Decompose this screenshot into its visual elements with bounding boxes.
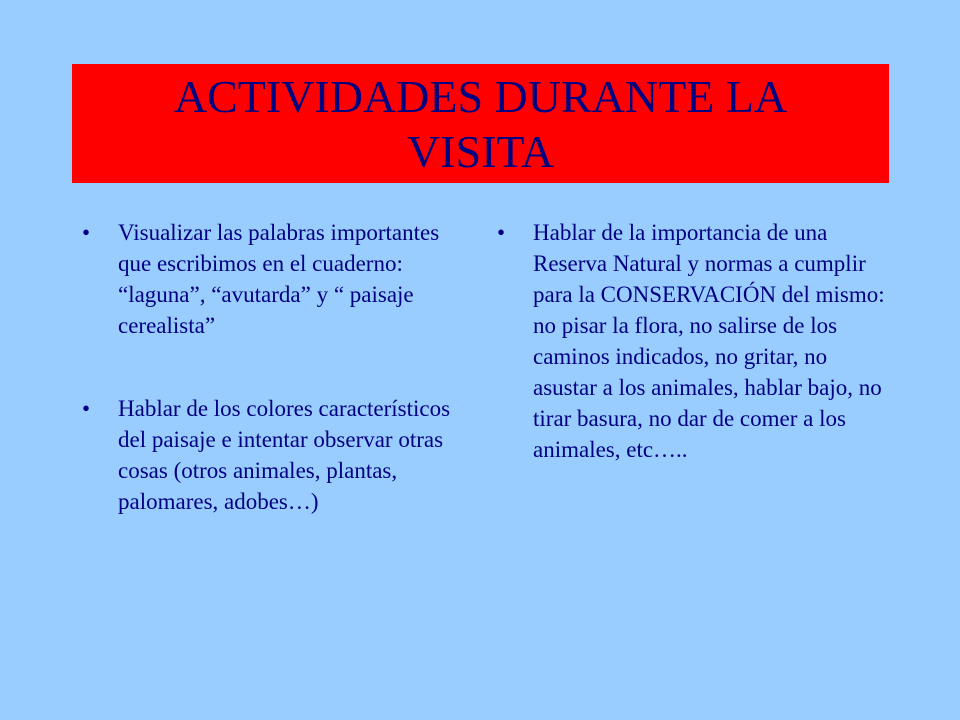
bullet-item xyxy=(497,217,889,465)
slide-title: ACTIVIDADES DURANTE LA VISITA xyxy=(173,70,788,177)
right-column xyxy=(497,217,889,465)
bullet-text: Hablar de la importancia de una Reserva Natural y normas a cumplir para la CONSERVACIÓN del mismo: no pisar la flora, no salirse de los caminos indicados, no gritar, no asustar a los animales, hablar bajo, no tirar basura, no dar de comer a los animales, etc….. xyxy=(533,220,885,462)
title-banner xyxy=(72,64,889,183)
bullet-icon: • xyxy=(497,220,506,245)
bullet-icon: • xyxy=(82,396,91,421)
bullet-text: Visualizar las palabras importantes que escribimos en el cuaderno: “laguna”, “avutarda” y “ paisaje cerealista” xyxy=(118,220,440,338)
left-column xyxy=(82,217,454,517)
bullet-icon: • xyxy=(82,220,91,245)
bullet-text: Hablar de los colores característicos del paisaje e intentar observar otras cosas (otros animales, plantas, palomares, adobes…) xyxy=(118,396,451,514)
bullet-item xyxy=(82,393,454,517)
bullet-item xyxy=(82,217,454,341)
